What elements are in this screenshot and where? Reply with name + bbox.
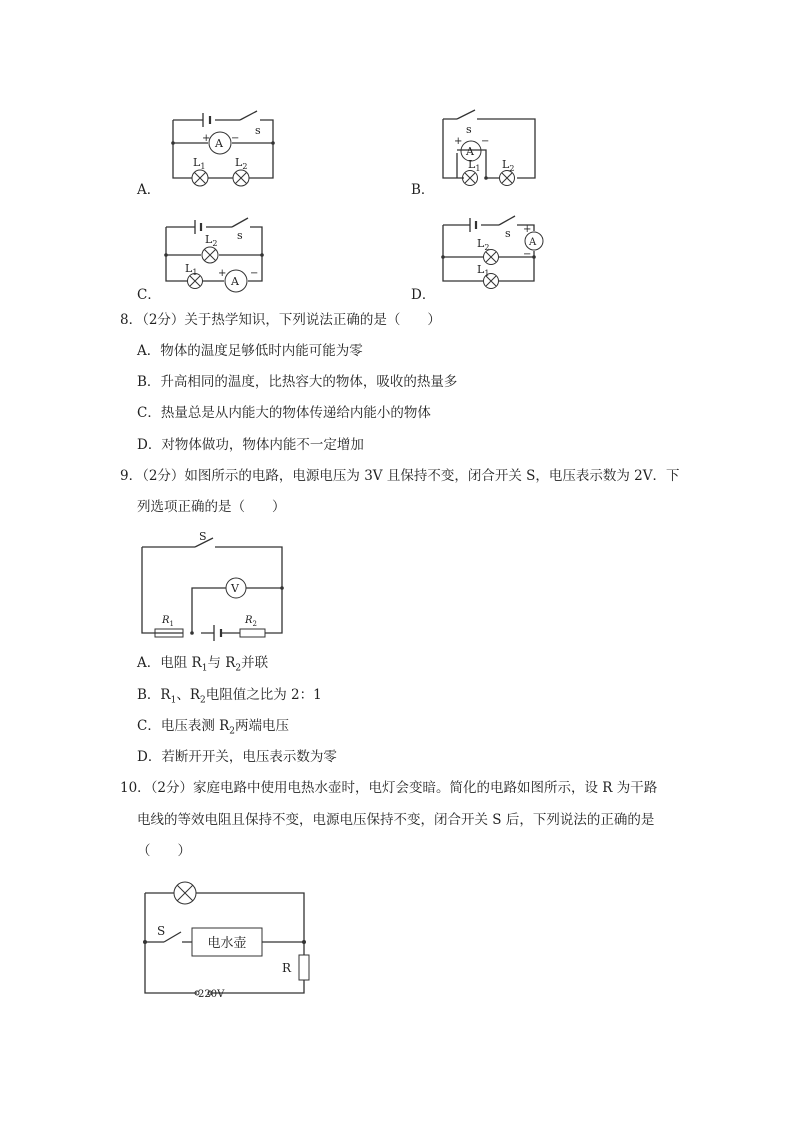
q9-option-d[interactable]: D．若断开开关，电压表示数为零 — [137, 749, 337, 765]
ammeter-label: A — [466, 145, 474, 158]
q7-circuit-b — [435, 105, 550, 190]
voltage-label: 220V — [198, 989, 225, 1000]
ammeter-label: A — [215, 137, 223, 150]
q7-option-d-letter[interactable]: D． — [411, 287, 436, 303]
q8-option-a[interactable]: A．物体的温度足够低时内能可能为零 — [137, 343, 363, 359]
q10-circuit — [138, 875, 318, 1000]
q9-option-c[interactable]: C．电压表测 $R_2$两端电压 — [137, 718, 290, 737]
voltmeter-label: V — [231, 582, 239, 595]
lamp-l1 — [192, 170, 208, 186]
ammeter-minus: − — [231, 133, 240, 144]
lamp-l2-label: $L_2$ — [205, 233, 218, 248]
ammeter-label: A — [529, 237, 537, 248]
ammeter-label: A — [231, 275, 239, 288]
kettle-label: 电水壶 — [207, 936, 247, 951]
lamp-l1-label: $L_1$ — [477, 263, 490, 278]
q9-option-b[interactable]: B．$R_1$、$R_2$电阻值之比为 2：1 — [137, 687, 322, 706]
q7-circuit-a — [160, 105, 285, 190]
switch-blade — [457, 110, 475, 119]
switch-label: s — [255, 124, 261, 137]
switch-blade — [499, 216, 515, 225]
q10-stem-line1: 10．（2分）家庭电路中使用电热水壶时，电灯会变暗。简化的电路如图所示，设 R 为干路 — [120, 780, 658, 796]
resistor-r-label: R — [282, 961, 292, 975]
lamp-l1-label: $L_1$ — [185, 262, 198, 277]
switch-label: s — [237, 229, 243, 242]
lamp-l2-label: $L_2$ — [477, 237, 490, 252]
ammeter-plus: + — [523, 224, 532, 235]
lamp — [174, 882, 196, 904]
q7-circuit-d — [437, 205, 552, 295]
switch-label: S — [157, 924, 166, 938]
q7-option-c-letter[interactable]: C． — [137, 287, 161, 303]
q7-option-a-letter[interactable]: A． — [137, 182, 161, 198]
switch-label: s — [466, 123, 472, 136]
switch-blade — [164, 932, 181, 942]
q9-circuit — [135, 525, 295, 640]
resistor-r2 — [240, 629, 265, 637]
switch-blade — [240, 111, 257, 120]
resistor-r2-label: $R_2$ — [245, 615, 257, 628]
ammeter-minus: − — [523, 249, 532, 260]
ammeter-plus: + — [218, 268, 227, 279]
ammeter-plus: + — [454, 136, 463, 147]
q7-option-b-letter[interactable]: B． — [411, 182, 435, 198]
switch-label: s — [505, 227, 511, 240]
q9-option-a[interactable]: A．电阻 $R_1$与 $R_2$并联 — [137, 655, 269, 674]
q10-stem-line2: 电线的等效电阻且保持不变，电源电压保持不变，闭合开关 S 后，下列说法的正确的是 — [137, 812, 655, 828]
q8-option-b[interactable]: B．升高相同的温度，比热容大的物体，吸收的热量多 — [137, 374, 458, 390]
q9-stem-line1: 9．（2分）如图所示的电路，电源电压为 3V 且保持不变，闭合开关 S，电压表示数为 2V．下 — [120, 468, 680, 484]
lamp-l1-label: $L_1$ — [468, 158, 481, 173]
switch-blade — [232, 218, 248, 227]
resistor-r1-label: $R_1$ — [162, 615, 174, 628]
lamp-l2-label: $L_2$ — [502, 158, 515, 173]
switch-label: S — [199, 530, 207, 543]
q8-stem: 8．（2分）关于热学知识，下列说法正确的是（ ） — [120, 312, 441, 328]
q8-option-d[interactable]: D．对物体做功，物体内能不一定增加 — [137, 437, 364, 453]
ammeter-minus: − — [481, 136, 490, 147]
lamp-l1-label: $L_1$ — [193, 156, 206, 171]
ammeter-minus: − — [250, 268, 259, 279]
lamp-l2 — [202, 247, 218, 263]
lamp-l2-label: $L_2$ — [235, 156, 248, 171]
lamp-l2 — [233, 170, 249, 186]
q10-stem-line3: （ ） — [137, 843, 191, 859]
q9-stem-line2: 列选项正确的是（ ） — [137, 499, 286, 515]
resistor-r — [299, 955, 309, 980]
q7-circuit-c — [162, 210, 277, 295]
ammeter-plus: + — [202, 133, 211, 144]
q8-option-c[interactable]: C．热量总是从内能大的物体传递给内能小的物体 — [137, 405, 431, 421]
